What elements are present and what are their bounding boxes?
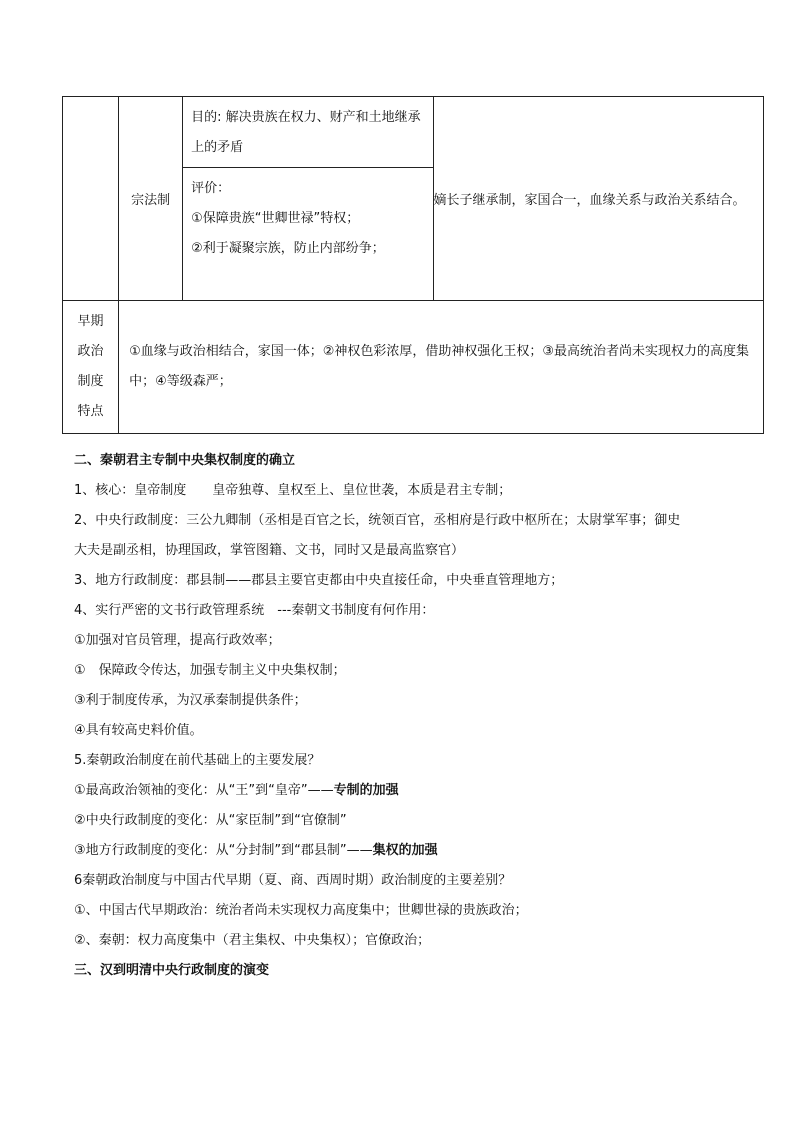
label-line: 早期 <box>77 314 104 329</box>
empty-cell <box>63 97 119 301</box>
purpose-cell: 目的: 解决贵族在权力、财产和土地继承上的矛盾 <box>183 97 433 168</box>
text-line: ①、中国古代早期政治：统治者尚未实现权力高度集中；世卿世禄的贵族政治； <box>74 903 528 918</box>
section-heading: 三、汉到明清中央行政制度的演变 <box>74 963 270 978</box>
emphasis-text: 专制的加强 <box>333 783 399 798</box>
question-line: 5.秦朝政治制度在前代基础上的主要发展？ <box>74 753 321 768</box>
text-span: ③地方行政制度的变化：从“分封制”到“郡县制”—— <box>74 843 373 858</box>
text-line <box>74 836 774 866</box>
early-politics-label <box>63 301 119 434</box>
text-line: ②中央行政制度的变化：从“家臣制”到“官僚制” <box>74 813 347 828</box>
text-line: ②、秦朝：权力高度集中（君主集权、中央集权）；官僚政治； <box>74 933 431 948</box>
zongfa-cell: 宗法制 <box>119 97 183 301</box>
text-line: 4、实行严密的文书行政管理系统 ---秦朝文书制度有何作用： <box>74 603 435 618</box>
text-line: 2、中央行政制度：三公九卿制（丞相是百官之长，统领百官，丞相府是行政中枢所在；太尉掌军事；御史 <box>74 513 681 528</box>
text-line: ③利于制度传承，为汉承秦制提供条件； <box>74 693 307 708</box>
table-row <box>63 97 764 168</box>
evaluation-cell <box>183 168 433 301</box>
text-line: ① 保障政令传达，加强专制主义中央集权制； <box>74 663 346 678</box>
question-line: 6秦朝政治制度与中国古代早期（夏、商、西周时期）政治制度的主要差别？ <box>74 873 512 888</box>
text-line: ④具有较高史料价值。 <box>74 723 203 738</box>
zongfa-description: 嫡长子继承制，家国合一，血缘关系与政治关系结合。 <box>433 97 764 301</box>
section-heading: 二、秦朝君主专制中央集权制度的确立 <box>74 453 296 468</box>
body-text <box>74 446 774 986</box>
politics-table <box>62 96 764 434</box>
label-line: 制度 <box>77 374 104 389</box>
early-politics-features: ①血缘与政治相结合，家国一体；②神权色彩浓厚，借助神权强化王权；③最高统治者尚未实现权力的高度集中；④等级森严； <box>119 301 764 434</box>
evaluation-item: ②利于凝聚宗族，防止内部纷争； <box>191 241 385 256</box>
evaluation-title: 评价： <box>191 181 231 196</box>
text-line: 大夫是副丞相，协理国政，掌管图籍、文书，同时又是最高监察官） <box>74 543 465 558</box>
label-line: 特点 <box>77 404 104 419</box>
text-line <box>74 776 774 806</box>
table-row <box>63 301 764 434</box>
text-line: 3、地方行政制度：郡县制——郡县主要官吏都由中央直接任命，中央垂直管理地方； <box>74 573 564 588</box>
text-line: 1、核心：皇帝制度 皇帝独尊、皇权至上、皇位世袭，本质是君主专制； <box>74 483 512 498</box>
text-span: ①最高政治领袖的变化：从“王”到“皇帝”—— <box>74 783 334 798</box>
evaluation-item: ①保障贵族“世卿世禄”特权； <box>191 211 360 226</box>
label-line: 政治 <box>77 344 104 359</box>
text-line: ①加强对官员管理，提高行政效率； <box>74 633 281 648</box>
emphasis-text: 集权的加强 <box>372 843 438 858</box>
